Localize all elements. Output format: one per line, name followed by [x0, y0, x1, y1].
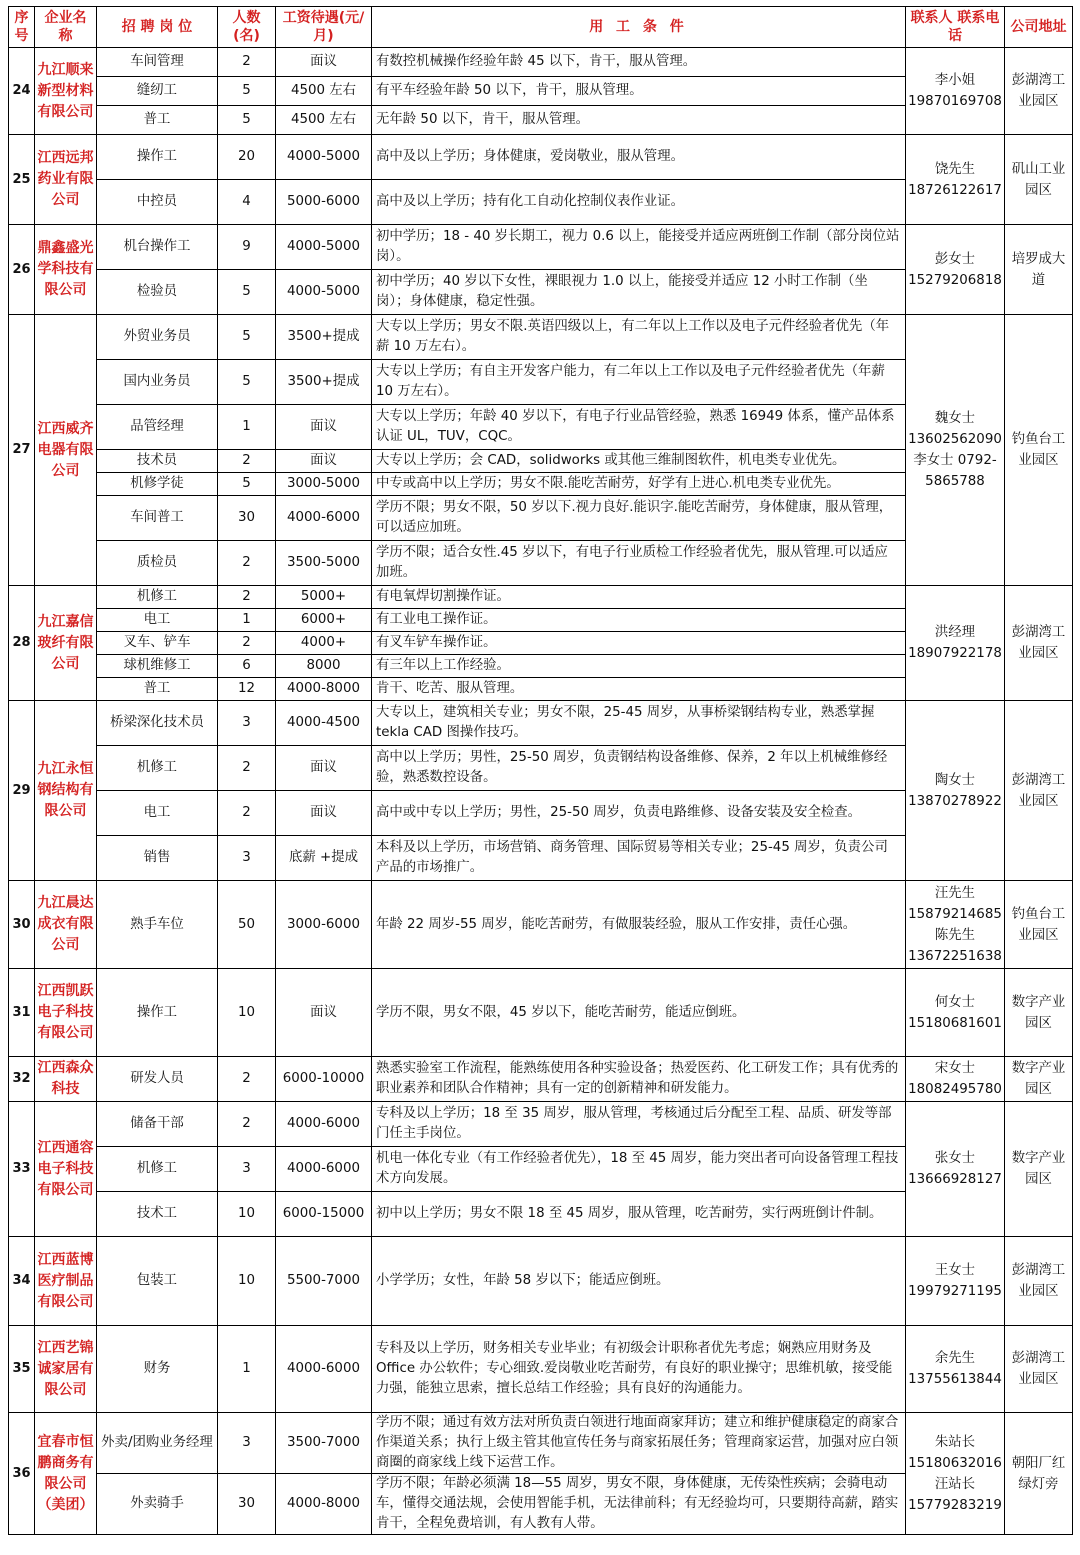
company-address: 数字产业园区	[1005, 1102, 1073, 1237]
requirements: 年龄 22 周岁-55 周岁，能吃苦耐劳，有做服装经验，服从工作安排，责任心强。	[372, 881, 906, 969]
salary: 5000-6000	[276, 180, 372, 225]
position-title: 检验员	[97, 270, 218, 315]
salary: 面议	[276, 969, 372, 1057]
header-company: 企业名称	[35, 7, 97, 48]
header-contact: 联系人 联系电话	[906, 7, 1005, 48]
salary: 面议	[276, 791, 372, 836]
contact-info: 余先生 13755613844	[906, 1326, 1005, 1413]
row-number: 28	[9, 586, 35, 701]
requirements: 学历不限；通过有效方法对所负责白领进行地面商家拜访；建立和维护健康稳定的商家合作渠道关系；执行上级主管其他宣传任务与商家拓展任务；管理商家运营，加强对应白领商圈的商家线上线下运营工作。	[372, 1413, 906, 1474]
headcount: 10	[218, 969, 276, 1057]
headcount: 30	[218, 1474, 276, 1535]
header-position: 招 聘 岗 位	[97, 7, 218, 48]
position-title: 车间普工	[97, 496, 218, 541]
contact-info: 陶女士 13870278922	[906, 701, 1005, 881]
salary: 4000-6000	[276, 1326, 372, 1413]
contact-info: 魏女士 13602562090 李女士 0792-5865788	[906, 315, 1005, 586]
company-name: 鼎鑫盛光学科技有限公司	[35, 225, 97, 315]
salary: 底薪 +提成	[276, 836, 372, 881]
company-address: 朝阳厂红绿灯旁	[1005, 1413, 1073, 1535]
requirements: 高中或中专以上学历；男性，25-50 周岁，负责电路维修、设备安装及安全检查。	[372, 791, 906, 836]
requirements: 有电氧焊切割操作证。	[372, 586, 906, 609]
company-name: 江西威齐电器有限公司	[35, 315, 97, 586]
position-title: 叉车、铲车	[97, 632, 218, 655]
row-number: 32	[9, 1057, 35, 1102]
position-title: 国内业务员	[97, 360, 218, 405]
position-title: 操作工	[97, 969, 218, 1057]
job-listing-sheet	[8, 6, 1072, 1548]
headcount: 5	[218, 473, 276, 496]
headcount: 3	[218, 1147, 276, 1192]
contact-info: 彭女士 15279206818	[906, 225, 1005, 315]
requirements: 初中学历；40 岁以下女性，裸眼视力 1.0 以上，能接受并适应 12 小时工作制（坐岗）；身体健康，稳定性强。	[372, 270, 906, 315]
contact-info: 李小姐 19870169708	[906, 48, 1005, 135]
row-number: 29	[9, 701, 35, 881]
row-number: 34	[9, 1237, 35, 1326]
salary: 面议	[276, 450, 372, 473]
row-number: 33	[9, 1102, 35, 1237]
salary: 3000-6000	[276, 881, 372, 969]
position-title: 熟手车位	[97, 881, 218, 969]
company-address: 彭湖湾工业园区	[1005, 48, 1073, 135]
headcount: 2	[218, 632, 276, 655]
requirements: 大专以上学历；会 CAD，solidworks 或其他三维制图软件，机电类专业优先。	[372, 450, 906, 473]
headcount: 5	[218, 106, 276, 135]
salary: 3000-5000	[276, 473, 372, 496]
position-title: 电工	[97, 791, 218, 836]
salary: 4000-5000	[276, 225, 372, 270]
salary: 8000	[276, 655, 372, 678]
headcount: 5	[218, 315, 276, 360]
requirements: 有数控机械操作经验年龄 45 以下，肯干，服从管理。	[372, 48, 906, 77]
company-name: 江西森众科技	[35, 1057, 97, 1102]
contact-info: 王女士 19979271195	[906, 1237, 1005, 1326]
table-row	[9, 315, 1073, 360]
table-row	[9, 701, 1073, 746]
position-title: 研发人员	[97, 1057, 218, 1102]
headcount: 2	[218, 586, 276, 609]
requirements: 初中以上学历；男女不限 18 至 45 周岁，服从管理，吃苦耐劳，实行两班倒计件制。	[372, 1192, 906, 1237]
position-title: 包装工	[97, 1237, 218, 1326]
headcount: 3	[218, 701, 276, 746]
requirements: 学历不限；适合女性.45 岁以下，有电子行业质检工作经验者优先，服从管理.可以适应加班。	[372, 541, 906, 586]
header-row	[9, 7, 1073, 48]
requirements: 专科及以上学历；18 至 35 周岁，服从管理，考核通过后分配至工程、品质、研发等部门任主手岗位。	[372, 1102, 906, 1147]
company-address: 彭湖湾工业园区	[1005, 1326, 1073, 1413]
headcount: 20	[218, 135, 276, 180]
contact-info: 张女士 13666928127	[906, 1102, 1005, 1237]
headcount: 5	[218, 77, 276, 106]
salary: 4500 左右	[276, 106, 372, 135]
salary: 3500+提成	[276, 360, 372, 405]
requirements: 中专或高中以上学历；男女不限.能吃苦耐劳，好学有上进心.机电类专业优先。	[372, 473, 906, 496]
requirements: 大专以上学历；有自主开发客户能力，有二年以上工作以及电子元件经验者优先（年薪 10 万左右）。	[372, 360, 906, 405]
company-address: 数字产业园区	[1005, 1057, 1073, 1102]
headcount: 2	[218, 48, 276, 77]
table-row	[9, 881, 1073, 969]
headcount: 50	[218, 881, 276, 969]
position-title: 普工	[97, 678, 218, 701]
contact-info: 何女士 15180681601	[906, 969, 1005, 1057]
requirements: 学历不限，男女不限，45 岁以下，能吃苦耐劳，能适应倒班。	[372, 969, 906, 1057]
requirements: 学历不限；年龄必须满 18—55 周岁，男女不限，身体健康，无传染性疾病；会骑电动车，懂得交通法规，会使用智能手机，无法律前科；有无经验均可，只要期待高薪，踏实肯干，全程免费培训，有人教有人带。	[372, 1474, 906, 1535]
requirements: 高中以上学历；男性，25-50 周岁，负责钢结构设备维修、保养，2 年以上机械维修经验，熟悉数控设备。	[372, 746, 906, 791]
company-address: 数字产业园区	[1005, 969, 1073, 1057]
row-number: 27	[9, 315, 35, 586]
requirements: 熟悉实验室工作流程，能熟练使用各种实验设备；热爱医药、化工研发工作；具有优秀的职业素养和团队合作精神；具有一定的创新精神和研发能力。	[372, 1057, 906, 1102]
position-title: 球机维修工	[97, 655, 218, 678]
position-title: 机修学徒	[97, 473, 218, 496]
salary: 面议	[276, 746, 372, 791]
headcount: 4	[218, 180, 276, 225]
headcount: 5	[218, 360, 276, 405]
position-title: 桥梁深化技术员	[97, 701, 218, 746]
requirements: 大专以上学历；男女不限.英语四级以上，有二年以上工作以及电子元件经验者优先（年薪 10 万左右）。	[372, 315, 906, 360]
position-title: 车间管理	[97, 48, 218, 77]
position-title: 机修工	[97, 1147, 218, 1192]
salary: 3500-7000	[276, 1413, 372, 1474]
company-name: 九江嘉信玻纤有限公司	[35, 586, 97, 701]
salary: 4000+	[276, 632, 372, 655]
headcount: 1	[218, 609, 276, 632]
headcount: 2	[218, 450, 276, 473]
salary: 4000-6000	[276, 496, 372, 541]
headcount: 2	[218, 1102, 276, 1147]
contact-info: 朱站长 15180632016 汪站长 15779283219	[906, 1413, 1005, 1535]
table-row	[9, 1102, 1073, 1147]
position-title: 中控员	[97, 180, 218, 225]
position-title: 外贸业务员	[97, 315, 218, 360]
company-name: 江西通容电子科技有限公司	[35, 1102, 97, 1237]
requirements: 无年龄 50 以下，肯干，服从管理。	[372, 106, 906, 135]
salary: 4000-6000	[276, 1102, 372, 1147]
table-body	[9, 48, 1073, 1535]
company-name: 宜春市恒鹏商务有限公司（美团）	[35, 1413, 97, 1535]
requirements: 本科及以上学历，市场营销、商务管理、国际贸易等相关专业；25-45 周岁，负责公司产品的市场推广。	[372, 836, 906, 881]
salary: 3500-5000	[276, 541, 372, 586]
requirements: 高中及以上学历；身体健康，爱岗敬业，服从管理。	[372, 135, 906, 180]
table-row	[9, 1413, 1073, 1474]
position-title: 操作工	[97, 135, 218, 180]
header-count: 人数(名)	[218, 7, 276, 48]
headcount: 3	[218, 1413, 276, 1474]
headcount: 10	[218, 1192, 276, 1237]
position-title: 外卖/团购业务经理	[97, 1413, 218, 1474]
headcount: 3	[218, 836, 276, 881]
contact-info: 汪先生 15879214685 陈先生 13672251638	[906, 881, 1005, 969]
headcount: 2	[218, 541, 276, 586]
table-row	[9, 969, 1073, 1057]
company-address: 培罗成大道	[1005, 225, 1073, 315]
company-name: 江西艺锦诚家居有限公司	[35, 1326, 97, 1413]
salary: 面议	[276, 405, 372, 450]
salary: 4000-4500	[276, 701, 372, 746]
position-title: 外卖骑手	[97, 1474, 218, 1535]
header-salary: 工资待遇(元/月)	[276, 7, 372, 48]
row-number: 36	[9, 1413, 35, 1535]
salary: 6000+	[276, 609, 372, 632]
salary: 面议	[276, 48, 372, 77]
salary: 4000-5000	[276, 270, 372, 315]
headcount: 12	[218, 678, 276, 701]
salary: 4500 左右	[276, 77, 372, 106]
position-title: 机台操作工	[97, 225, 218, 270]
headcount: 2	[218, 746, 276, 791]
company-name: 九江永恒钢结构有限公司	[35, 701, 97, 881]
salary: 5500-7000	[276, 1237, 372, 1326]
company-name: 九江顺来新型材料有限公司	[35, 48, 97, 135]
header-address: 公司地址	[1005, 7, 1073, 48]
requirements: 大专以上学历；年龄 40 岁以下，有电子行业品管经验，熟悉 16949 体系，懂产品体系认证 UL，TUV，CQC。	[372, 405, 906, 450]
company-address: 矶山工业园区	[1005, 135, 1073, 225]
requirements: 有三年以上工作经验。	[372, 655, 906, 678]
headcount: 2	[218, 1057, 276, 1102]
position-title: 储备干部	[97, 1102, 218, 1147]
position-title: 电工	[97, 609, 218, 632]
contact-info: 宋女士 18082495780	[906, 1057, 1005, 1102]
company-address: 彭湖湾工业园区	[1005, 701, 1073, 881]
company-address: 彭湖湾工业园区	[1005, 1237, 1073, 1326]
header-requirements: 用 工 条 件	[372, 7, 906, 48]
contact-info: 饶先生 18726122617	[906, 135, 1005, 225]
row-number: 35	[9, 1326, 35, 1413]
requirements: 有工业电工操作证。	[372, 609, 906, 632]
position-title: 财务	[97, 1326, 218, 1413]
contact-info: 洪经理 18907922178	[906, 586, 1005, 701]
company-name: 江西蓝博医疗制品有限公司	[35, 1237, 97, 1326]
row-number: 30	[9, 881, 35, 969]
row-number: 31	[9, 969, 35, 1057]
headcount: 9	[218, 225, 276, 270]
table-row	[9, 1237, 1073, 1326]
company-name: 江西远邦药业有限公司	[35, 135, 97, 225]
requirements: 机电一体化专业（有工作经验者优先），18 至 45 周岁，能力突出者可向设备管理工程技术方向发展。	[372, 1147, 906, 1192]
headcount: 30	[218, 496, 276, 541]
requirements: 学历不限；男女不限，50 岁以下.视力良好.能识字.能吃苦耐劳，身体健康，服从管理，可以适应加班。	[372, 496, 906, 541]
company-address: 钓鱼台工业园区	[1005, 315, 1073, 586]
salary: 6000-10000	[276, 1057, 372, 1102]
headcount: 5	[218, 270, 276, 315]
headcount: 1	[218, 405, 276, 450]
requirements: 大专以上，建筑相关专业；男女不限，25-45 周岁，从事桥梁钢结构专业，熟悉掌握 tekla CAD 图操作技巧。	[372, 701, 906, 746]
position-title: 机修工	[97, 746, 218, 791]
salary: 4000-8000	[276, 1474, 372, 1535]
company-name: 江西凯跃电子科技有限公司	[35, 969, 97, 1057]
job-table	[8, 6, 1073, 1535]
position-title: 销售	[97, 836, 218, 881]
requirements: 高中及以上学历；持有化工自动化控制仪表作业证。	[372, 180, 906, 225]
requirements: 初中学历；18 - 40 岁长期工，视力 0.6 以上，能接受并适应两班倒工作制（部分岗位站岗）。	[372, 225, 906, 270]
position-title: 技术员	[97, 450, 218, 473]
requirements: 有平车经验年龄 50 以下，肯干，服从管理。	[372, 77, 906, 106]
table-row	[9, 48, 1073, 77]
position-title: 质检员	[97, 541, 218, 586]
row-number: 25	[9, 135, 35, 225]
row-number: 26	[9, 225, 35, 315]
position-title: 技术工	[97, 1192, 218, 1237]
salary: 5000+	[276, 586, 372, 609]
table-row	[9, 586, 1073, 609]
requirements: 有叉车铲车操作证。	[372, 632, 906, 655]
table-row	[9, 225, 1073, 270]
company-name: 九江晨达成衣有限公司	[35, 881, 97, 969]
table-row	[9, 135, 1073, 180]
requirements: 小学学历；女性，年龄 58 岁以下；能适应倒班。	[372, 1237, 906, 1326]
company-address: 钓鱼台工业园区	[1005, 881, 1073, 969]
salary: 4000-6000	[276, 1147, 372, 1192]
position-title: 机修工	[97, 586, 218, 609]
salary: 4000-5000	[276, 135, 372, 180]
position-title: 缝纫工	[97, 77, 218, 106]
company-address: 彭湖湾工业园区	[1005, 586, 1073, 701]
headcount: 1	[218, 1326, 276, 1413]
salary: 4000-8000	[276, 678, 372, 701]
row-number: 24	[9, 48, 35, 135]
position-title: 品管经理	[97, 405, 218, 450]
table-row	[9, 1057, 1073, 1102]
headcount: 2	[218, 791, 276, 836]
header-no: 序号	[9, 7, 35, 48]
requirements: 专科及以上学历，财务相关专业毕业；有初级会计职称者优先考虑；娴熟应用财务及 Office 办公软件；专心细致.爱岗敬业吃苦耐劳，有良好的职业操守；思维机敏，接受能力强，能独立思索，擅长总结工作经验；具有良好的沟通能力。	[372, 1326, 906, 1413]
salary: 6000-15000	[276, 1192, 372, 1237]
table-row	[9, 1326, 1073, 1413]
position-title: 普工	[97, 106, 218, 135]
headcount: 10	[218, 1237, 276, 1326]
salary: 3500+提成	[276, 315, 372, 360]
headcount: 6	[218, 655, 276, 678]
requirements: 肯干、吃苦、服从管理。	[372, 678, 906, 701]
